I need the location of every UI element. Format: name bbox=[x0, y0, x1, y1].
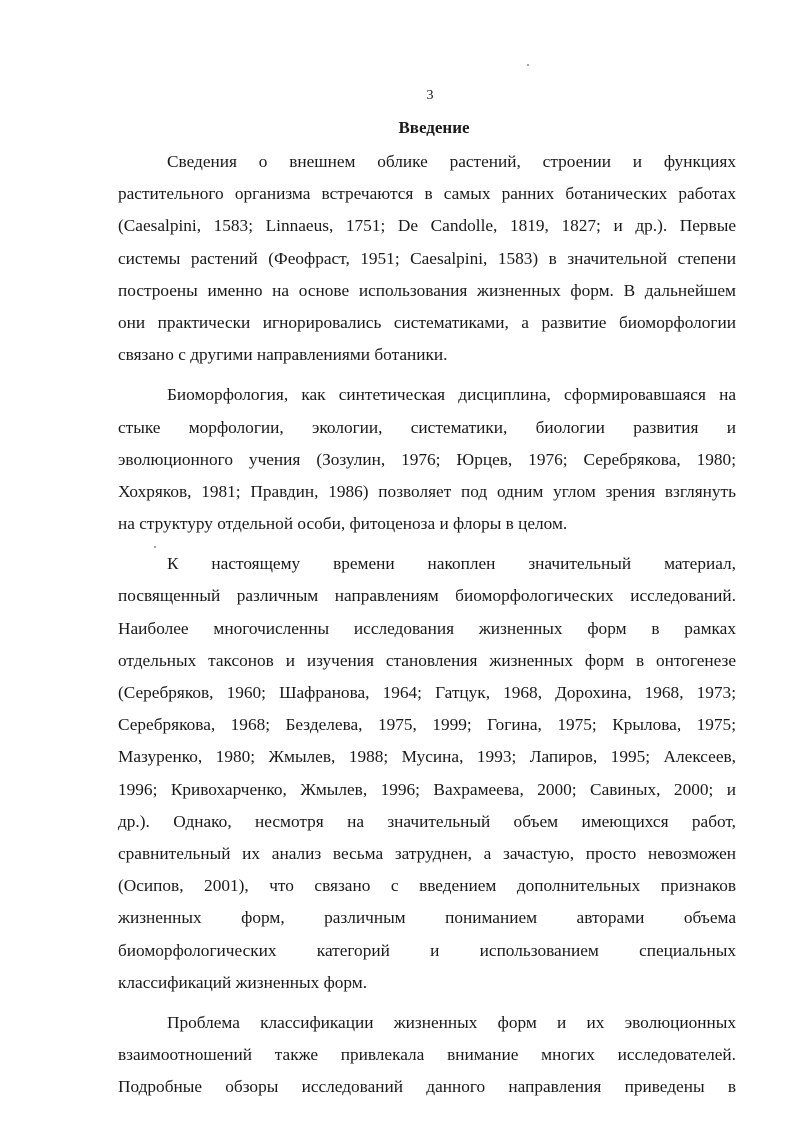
text-line: Хохряков, 1981; Правдин, 1986) позволяет под одним углом зрения взглянуть bbox=[118, 481, 736, 501]
text-line: Подробные обзоры исследований данного направления приведены в bbox=[118, 1077, 736, 1097]
page-number: 3 bbox=[426, 88, 434, 103]
text-line: растительного организма встречаются в самых ранних ботанических работах bbox=[118, 184, 736, 204]
text-line: жизненных форм, различным пониманием авторами объема bbox=[118, 908, 736, 928]
text-line: связано с другими направлениями ботаники. bbox=[118, 345, 448, 365]
text-line: эволюционного учения (Зозулин, 1976; Юрцев, 1976; Серебрякова, 1980; bbox=[118, 449, 736, 469]
text-line: посвященный различным направлениям биоморфологических исследований. bbox=[118, 586, 736, 606]
text-line: отдельных таксонов и изучения становления жизненных форм в онтогенезе bbox=[118, 650, 736, 670]
text-line: взаимоотношений также привлекала внимание многих исследователей. bbox=[118, 1045, 736, 1065]
text-line: Мазуренко, 1980; Жмылев, 1988; Мусина, 1993; Лапиров, 1995; Алексеев, bbox=[118, 747, 736, 767]
paragraph-1 bbox=[118, 146, 736, 371]
section-title: Введение bbox=[398, 118, 470, 137]
paragraph-4 bbox=[118, 1007, 736, 1104]
text-line: (Серебряков, 1960; Шафранова, 1964; Гатцук, 1968, Дорохина, 1968, 1973; bbox=[118, 683, 736, 702]
scan-speck bbox=[154, 546, 156, 548]
paragraph-2 bbox=[118, 379, 736, 540]
text-line: К настоящему времени накоплен значительный материал, bbox=[167, 554, 736, 574]
text-line: на структуру отдельной особи, фитоценоза и флоры в целом. bbox=[118, 514, 568, 534]
text-line: 1996; Кривохарченко, Жмылев, 1996; Вахрамеева, 2000; Савиных, 2000; и bbox=[118, 779, 736, 799]
text-line: биоморфологических категорий и использованием специальных bbox=[118, 940, 736, 960]
text-line: (Осипов, 2001), что связано с введением дополнительных признаков bbox=[118, 876, 736, 896]
paragraph-3 bbox=[118, 548, 736, 999]
document-body bbox=[118, 146, 736, 1103]
text-line: Сведения о внешнем облике растений, строении и функциях bbox=[167, 152, 736, 171]
text-line: Проблема классификации жизненных форм и их эволюционных bbox=[167, 1012, 736, 1032]
text-line: они практически игнорировались систематиками, а развитие биоморфологии bbox=[118, 312, 736, 332]
text-line: сравнительный их анализ весьма затруднен, а зачастую, просто невозможен bbox=[118, 843, 736, 863]
text-line: Биоморфология, как синтетическая дисциплина, сформировавшаяся на bbox=[167, 385, 736, 405]
text-line: (Caesalpini, 1583; Linnaeus, 1751; De Candolle, 1819, 1827; и др.). Первые bbox=[118, 216, 736, 236]
text-line: построены именно на основе использования жизненных форм. В дальнейшем bbox=[118, 280, 736, 300]
text-line: др.). Однако, несмотря на значительный объем имеющихся работ, bbox=[118, 811, 736, 831]
text-line: классификаций жизненных форм. bbox=[118, 972, 368, 992]
text-line: системы растений (Феофраст, 1951; Caesalpini, 1583) в значительной степени bbox=[118, 248, 736, 268]
text-line: Наиболее многочисленны исследования жизненных форм в рамках bbox=[118, 618, 736, 638]
text-line: стыке морфологии, экологии, систематики, биологии развития и bbox=[118, 417, 736, 437]
scan-speck bbox=[527, 64, 529, 66]
text-line: Серебрякова, 1968; Безделева, 1975, 1999; Гогина, 1975; Крылова, 1975; bbox=[118, 715, 736, 735]
